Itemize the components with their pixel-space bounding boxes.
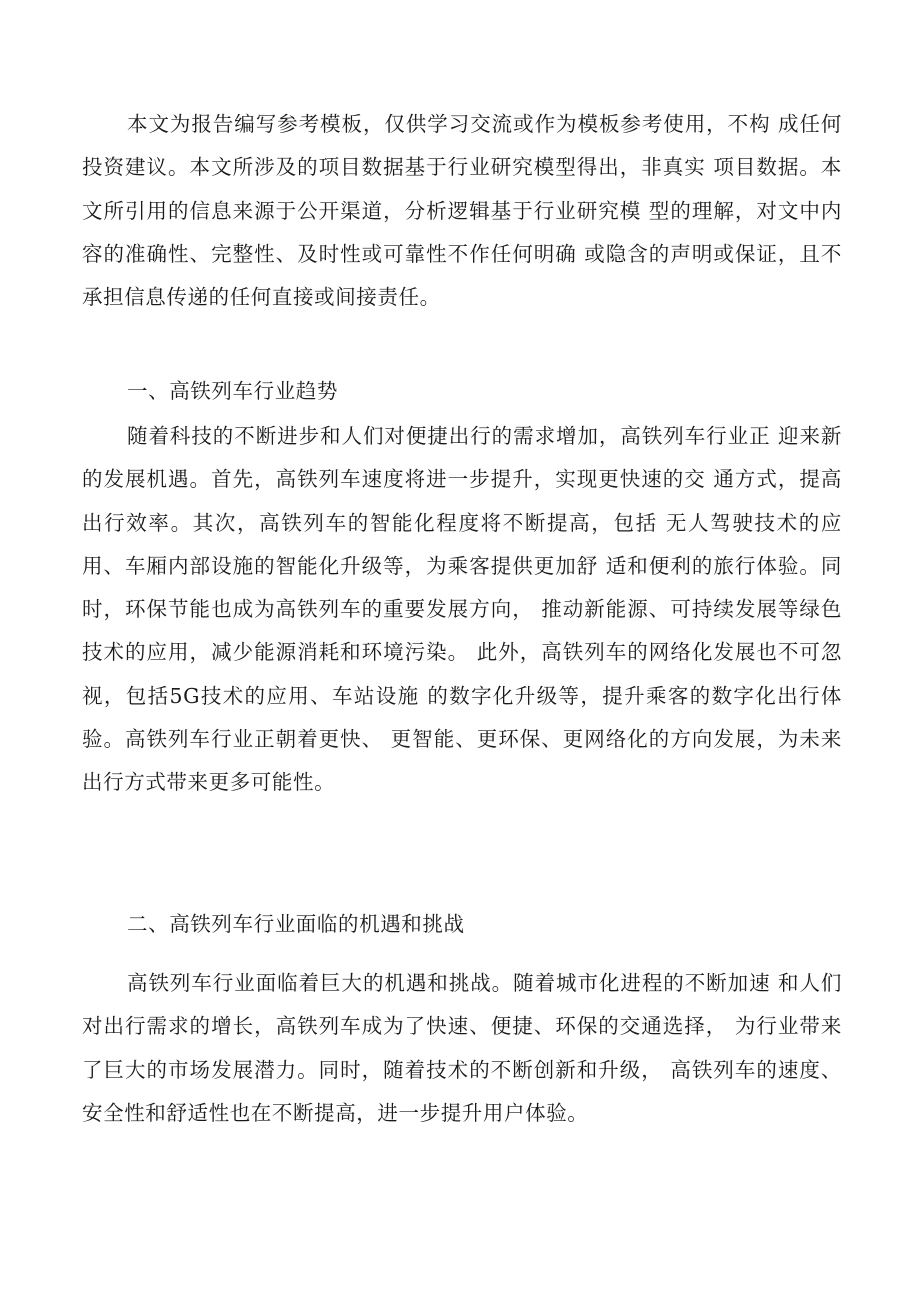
section-heading-trends: 一、高铁列车行业趋势 xyxy=(127,379,338,403)
trends-paragraph: 随着科技的不断进步和人们对便捷出行的需求增加，高铁列车行业正 迎来新的发展机遇。首先，高铁列车速度将进一步提升，实现更快速的交 通方式，提高出行效率。其次，高铁列车的智能化程度将不断提高，包括 无人驾驶技术的应用、车厢内部设施的智能化升级等，为乘客提供更加舒 适和便利的旅行体验。同时，环保节能也成为高铁列车的重要发展方向， 推动新能源、可持续发展等绿色技术的应用，减少能源消耗和环境污染。 此外，高铁列车的网络化发展也不可忽视，包括5G技术的应用、车站设施 的数字化升级等，提升乘客的数字化出行体验。高铁列车行业正朝着更快、 更智能、更环保、更网络化的方向发展，为未来出行方式带来更多可能性。 xyxy=(82,424,842,795)
section-heading-opportunities: 二、高铁列车行业面临的机遇和挑战 xyxy=(127,912,465,936)
opportunities-paragraph: 高铁列车行业面临着巨大的机遇和挑战。随着城市化进程的不断加速 和人们对出行需求的增长，高铁列车成为了快速、便捷、环保的交通选择， 为行业带来了巨大的市场发展潜力。同时，随着技术的不断创新和升级， 高铁列车的速度、安全性和舒适性也在不断提高，进一步提升用户体验。 xyxy=(82,971,842,1125)
disclaimer-paragraph: 本文为报告编写参考模板，仅供学习交流或作为模板参考使用，不构 成任何投资建议。本文所涉及的项目数据基于行业研究模型得出，非真实 项目数据。本文所引用的信息来源于公开渠道，分析逻辑基于行业研究模 型的理解，对文中内容的准确性、完整性、及时性或可靠性不作任何明确 或隐含的声明或保证，且不承担信息传递的任何直接或间接责任。 xyxy=(82,112,842,310)
